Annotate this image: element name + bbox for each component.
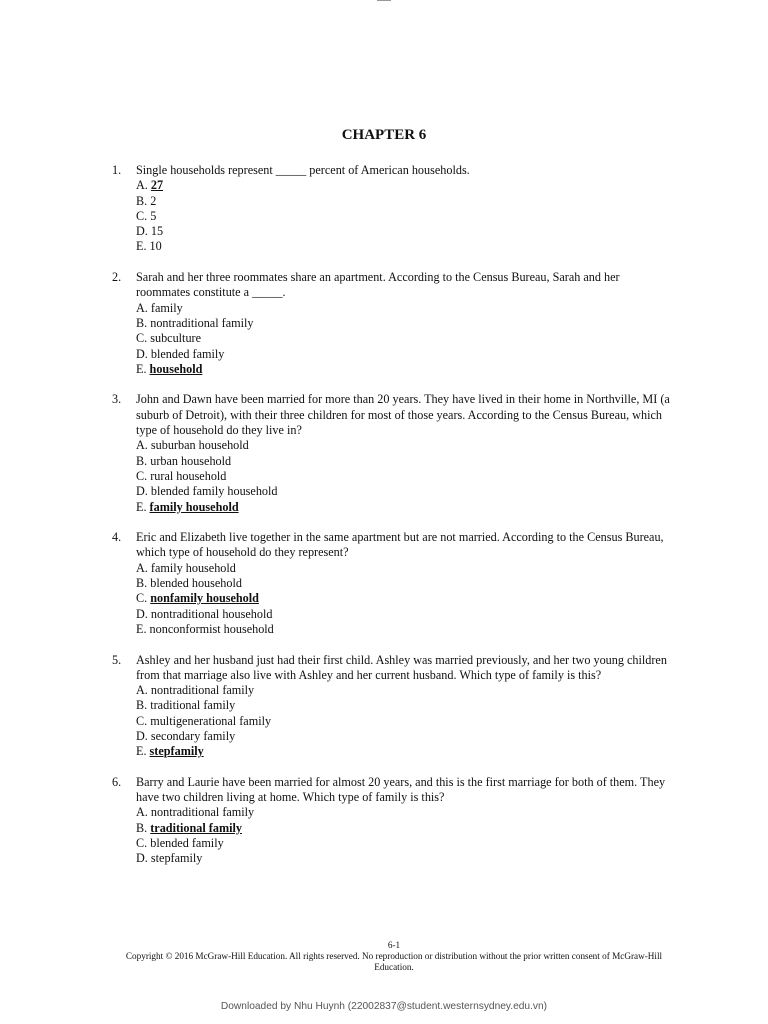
choice-text: traditional family [150,698,236,713]
answer-choice [136,821,672,836]
question-row [112,392,672,514]
choice-letter: B. [136,193,148,208]
choice-letter: C. [136,713,148,728]
question-body [136,163,672,255]
choice-letter: D. [136,851,148,866]
chapter-title: CHAPTER 6 [341,127,427,143]
question-4 [112,530,672,637]
question-number: 3. [112,392,122,407]
choice-letter: B. [136,820,148,835]
answer-choice [136,714,672,729]
correct-answer-text: stepfamily [149,744,204,759]
choice-text: nontraditional household [150,606,273,621]
answer-choice [136,469,672,484]
choice-letter: D. [136,728,148,743]
choice-letter: A. [136,300,148,315]
question-number: 1. [112,163,122,177]
choice-letter: A. [136,560,148,575]
correct-answer-text: 27 [150,178,164,193]
copyright-notice: Copyright © 2016 McGraw-Hill Education. All rights reserved. No reproduction or distribution without the prior written consent of McGraw-Hill Education. [125,951,663,972]
question-2 [112,270,672,377]
choice-text: family [150,300,183,315]
answer-choice [136,683,672,698]
correct-answer-text: household [149,361,203,376]
choice-letter: C. [136,331,148,346]
question-body [136,530,672,637]
answer-choice [136,607,672,622]
answer-choice [136,805,672,820]
answer-choice [136,851,672,866]
choice-letter: E. [136,239,147,254]
top-edge-mark [377,0,391,1]
answer-choice [136,209,672,224]
question-number: 5. [112,652,122,667]
choice-letter: A. [136,178,148,193]
answer-choice [136,239,672,254]
choice-letter: A. [136,805,148,820]
choice-text: family household [150,560,236,575]
choice-text: blended family [150,346,225,361]
answer-choice [136,347,672,362]
answer-choice [136,576,672,591]
download-notice: Downloaded by Nhu Huynh (22002837@student.westernsydney.edu.vn) [220,1001,548,1012]
choice-letter: B. [136,453,148,468]
choice-text: blended household [150,576,242,591]
page-number: 6-1 [387,940,401,950]
answer-choice [136,836,672,851]
answer-choice [136,561,672,576]
answer-choice [136,484,672,499]
choice-text: 15 [150,224,164,239]
choice-letter: D. [136,484,148,499]
question-3 [112,392,672,514]
choice-letter: D. [136,346,148,361]
answer-choice [136,194,672,209]
question-number: 4. [112,530,122,545]
choice-text: nontraditional family [150,805,255,820]
question-row [112,530,672,637]
question-row [112,270,672,377]
question-row [112,775,672,867]
choice-letter: B. [136,576,148,591]
question-text: Ashley and her husband just had their first child. Ashley was married previously, and her two young children from that marriage also live with Ashley and her current husband. Which type of family is this? [136,652,667,682]
choice-letter: E. [136,361,147,376]
choice-text: subculture [150,331,202,346]
choice-text: stepfamily [150,851,203,866]
question-number: 2. [112,270,122,285]
question-6 [112,775,672,867]
correct-answer-text: nonfamily household [150,591,259,606]
choice-letter: C. [136,468,148,483]
answer-choice [136,224,672,239]
choice-text: 10 [149,239,162,254]
choice-letter: B. [136,315,148,330]
question-1 [112,163,672,255]
choice-text: rural household [150,468,227,483]
answer-choice [136,500,672,515]
choice-letter: C. [136,836,148,851]
choice-text: nontraditional family [150,315,254,330]
answer-choice [136,438,672,453]
question-text: Barry and Laurie have been married for almost 20 years, and this is the first marriage for both of them. They have two children living at home. Which type of family is this? [136,774,666,805]
answer-choice [136,729,672,744]
correct-answer-text: traditional family [150,820,242,835]
answer-choice [136,744,672,759]
question-number: 6. [112,774,122,789]
choice-text: urban household [150,453,232,468]
page-footer [120,940,668,973]
choice-text: 2 [150,193,157,208]
choice-letter: C. [136,208,148,223]
question-body [136,653,672,760]
correct-answer-text: family household [149,499,239,514]
choice-text: secondary family [150,728,236,743]
question-row [112,163,672,255]
choice-text: blended family household [150,484,278,499]
choice-text: blended family [150,836,224,851]
answer-choice [136,331,672,346]
choice-letter: E. [136,744,147,759]
answer-choice [136,622,672,637]
answer-choice [136,301,672,316]
question-body [136,775,672,867]
answer-choice [136,591,672,606]
choice-letter: E. [136,621,147,636]
answer-choice [136,362,672,377]
question-text: John and Dawn have been married for more than 20 years. They have lived in their home in Northville, MI (a suburb of Detroit), with their three children for most of those years. According to the Census Bureau, which type of household do they live in? [136,392,670,438]
question-5 [112,653,672,760]
question-body [136,392,672,514]
choice-letter: D. [136,224,148,239]
choice-text: nonconformist household [149,621,274,636]
choice-letter: C. [136,591,148,606]
question-body [136,270,672,377]
choice-text: nontraditional family [150,683,255,698]
choice-letter: B. [136,698,148,713]
question-text: Eric and Elizabeth live together in the same apartment but are not married. According to the Census Bureau, which type of household do they represent? [136,530,664,560]
choice-letter: A. [136,438,148,453]
answer-choice [136,178,672,193]
choice-letter: A. [136,683,148,698]
question-list [112,163,672,882]
answer-choice [136,454,672,469]
question-text: Single households represent _____ percent of American households. [136,163,470,177]
answer-choice [136,316,672,331]
choice-letter: D. [136,606,148,621]
question-row [112,653,672,760]
choice-text: suburban household [150,438,249,453]
answer-choice [136,698,672,713]
question-text: Sarah and her three roommates share an apartment. According to the Census Bureau, Sarah and her roommates constitute a _____. [136,270,620,300]
choice-letter: E. [136,499,147,514]
choice-text: 5 [150,208,157,223]
choice-text: multigenerational family [150,713,272,728]
